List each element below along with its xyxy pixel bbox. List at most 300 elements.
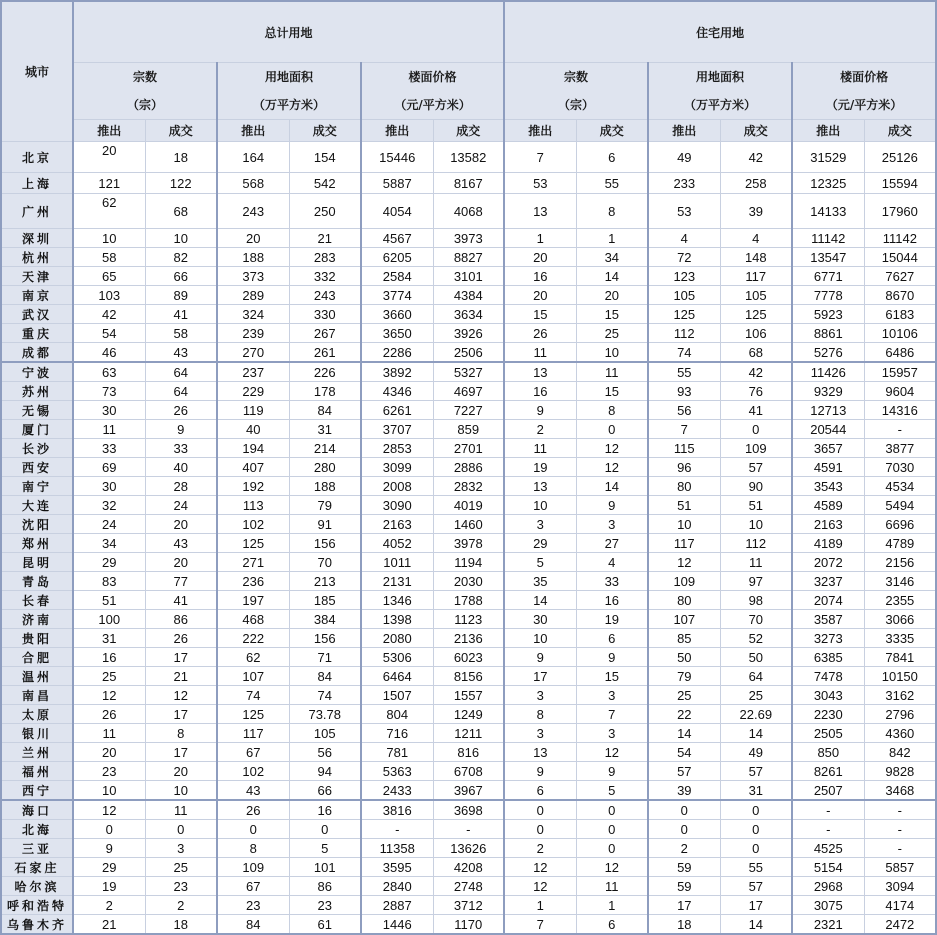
value-cell: 11 — [73, 724, 145, 743]
value-cell: 226 — [289, 362, 361, 382]
launched-column-header: 推出 — [73, 120, 145, 142]
value-cell: 23 — [145, 877, 217, 896]
value-cell: 6771 — [792, 267, 864, 286]
sold-column-header: 成交 — [864, 120, 936, 142]
table-row — [1, 877, 936, 896]
value-cell: 2 — [73, 896, 145, 915]
value-cell: 1557 — [433, 686, 504, 705]
value-cell: 0 — [648, 820, 720, 839]
value-cell: 14133 — [792, 194, 864, 229]
launched-column-header: 推出 — [504, 120, 576, 142]
city-name-cell: 合肥 — [1, 648, 73, 667]
table-row — [1, 591, 936, 610]
table-row — [1, 572, 936, 591]
value-cell: 716 — [361, 724, 433, 743]
value-cell: 3650 — [361, 324, 433, 343]
metric-header: 楼面价格 （元/平方米） — [361, 63, 504, 120]
value-cell: 70 — [720, 610, 792, 629]
value-cell: 2 — [145, 896, 217, 915]
value-cell: 41 — [720, 401, 792, 420]
value-cell: 2796 — [864, 705, 936, 724]
city-name-cell: 哈尔滨 — [1, 877, 73, 896]
value-cell: 3660 — [361, 305, 433, 324]
value-cell: 0 — [648, 800, 720, 820]
city-name-cell: 杭州 — [1, 248, 73, 267]
value-cell: 15446 — [361, 142, 433, 173]
sold-column-header: 成交 — [576, 120, 648, 142]
value-cell: 4019 — [433, 496, 504, 515]
value-cell: 3 — [576, 686, 648, 705]
value-cell: 101 — [289, 858, 361, 877]
value-cell: 3 — [504, 724, 576, 743]
value-cell: 3587 — [792, 610, 864, 629]
value-cell: 13547 — [792, 248, 864, 267]
value-cell: - — [433, 820, 504, 839]
value-cell: 4 — [576, 553, 648, 572]
value-cell: 49 — [648, 142, 720, 173]
value-cell: 76 — [720, 382, 792, 401]
table-row — [1, 648, 936, 667]
city-name-cell: 北京 — [1, 142, 73, 173]
value-cell: 1 — [504, 896, 576, 915]
value-cell: 2156 — [864, 553, 936, 572]
value-cell: 271 — [217, 553, 289, 572]
value-cell: 15957 — [864, 362, 936, 382]
table-row — [1, 896, 936, 915]
city-name-cell: 厦门 — [1, 420, 73, 439]
value-cell: 1507 — [361, 686, 433, 705]
value-cell: 2886 — [433, 458, 504, 477]
value-cell: 69 — [73, 458, 145, 477]
value-cell: 2136 — [433, 629, 504, 648]
value-cell: 3774 — [361, 286, 433, 305]
value-cell: 20 — [504, 248, 576, 267]
value-cell: 1 — [504, 229, 576, 248]
value-cell: 12 — [576, 458, 648, 477]
value-cell: 109 — [648, 572, 720, 591]
value-cell: 6 — [576, 629, 648, 648]
value-cell: 11 — [504, 439, 576, 458]
value-cell: 7030 — [864, 458, 936, 477]
value-cell: 97 — [720, 572, 792, 591]
table-row — [1, 800, 936, 820]
metric-header: 用地面积 （万平方米） — [217, 63, 361, 120]
value-cell: 8861 — [792, 324, 864, 343]
value-cell: 11 — [576, 362, 648, 382]
value-cell: 6 — [504, 781, 576, 801]
value-cell: 125 — [217, 705, 289, 724]
value-cell: 10 — [73, 229, 145, 248]
value-cell: 0 — [576, 820, 648, 839]
value-cell: 12325 — [792, 173, 864, 194]
value-cell: 46 — [73, 343, 145, 363]
table-row — [1, 686, 936, 705]
city-name-cell: 贵阳 — [1, 629, 73, 648]
value-cell: 4384 — [433, 286, 504, 305]
value-cell: 9 — [504, 648, 576, 667]
value-cell: 12 — [73, 686, 145, 705]
table-row — [1, 267, 936, 286]
value-cell: 68 — [720, 343, 792, 363]
value-cell: 26 — [73, 705, 145, 724]
value-cell: 71 — [289, 648, 361, 667]
value-cell: 3043 — [792, 686, 864, 705]
value-cell: 0 — [576, 420, 648, 439]
table-row — [1, 705, 936, 724]
value-cell: 10 — [145, 781, 217, 801]
value-cell: 20 — [145, 515, 217, 534]
sold-column-header: 成交 — [433, 120, 504, 142]
table-row — [1, 820, 936, 839]
value-cell: 84 — [289, 401, 361, 420]
city-name-cell: 三亚 — [1, 839, 73, 858]
city-name-cell: 西安 — [1, 458, 73, 477]
value-cell: 20544 — [792, 420, 864, 439]
value-cell: 41 — [145, 591, 217, 610]
value-cell: 10 — [504, 629, 576, 648]
value-cell: 102 — [217, 515, 289, 534]
value-cell: 67 — [217, 743, 289, 762]
value-cell: 7478 — [792, 667, 864, 686]
value-cell: 1 — [576, 896, 648, 915]
value-cell: 3967 — [433, 781, 504, 801]
value-cell: 11 — [576, 877, 648, 896]
value-cell: 33 — [576, 572, 648, 591]
city-name-cell: 重庆 — [1, 324, 73, 343]
city-name-cell: 太原 — [1, 705, 73, 724]
value-cell: 11 — [145, 800, 217, 820]
city-name-cell: 昆明 — [1, 553, 73, 572]
value-cell: 1249 — [433, 705, 504, 724]
value-cell: 125 — [648, 305, 720, 324]
value-cell: 14 — [576, 267, 648, 286]
value-cell: 66 — [289, 781, 361, 801]
value-cell: 1123 — [433, 610, 504, 629]
value-cell: 0 — [576, 800, 648, 820]
value-cell: 7 — [576, 705, 648, 724]
value-cell: 13626 — [433, 839, 504, 858]
table-row — [1, 496, 936, 515]
value-cell: 7 — [648, 420, 720, 439]
value-cell: 34 — [576, 248, 648, 267]
value-cell: 12 — [504, 858, 576, 877]
value-cell: 57 — [720, 762, 792, 781]
value-cell: 57 — [648, 762, 720, 781]
city-name-cell: 大连 — [1, 496, 73, 515]
value-cell: 156 — [289, 534, 361, 553]
value-cell: 4052 — [361, 534, 433, 553]
value-cell: 178 — [289, 382, 361, 401]
value-cell: 229 — [217, 382, 289, 401]
value-cell: 237 — [217, 362, 289, 382]
value-cell: 1194 — [433, 553, 504, 572]
value-cell: 14 — [720, 724, 792, 743]
value-cell: 9604 — [864, 382, 936, 401]
metric-header: 宗数 （宗） — [73, 63, 217, 120]
value-cell: 19 — [576, 610, 648, 629]
value-cell: 59 — [648, 877, 720, 896]
value-cell: 11 — [73, 420, 145, 439]
value-cell: 42 — [720, 362, 792, 382]
value-cell: 0 — [720, 839, 792, 858]
value-cell: 5276 — [792, 343, 864, 363]
table-row — [1, 286, 936, 305]
value-cell: 5887 — [361, 173, 433, 194]
value-cell: 7841 — [864, 648, 936, 667]
value-cell: 82 — [145, 248, 217, 267]
value-cell: 17 — [720, 896, 792, 915]
table-row — [1, 629, 936, 648]
value-cell: 63 — [73, 362, 145, 382]
value-cell: 10 — [504, 496, 576, 515]
value-cell: 14 — [720, 915, 792, 935]
city-name-cell: 苏州 — [1, 382, 73, 401]
value-cell: 4054 — [361, 194, 433, 229]
value-cell: 5327 — [433, 362, 504, 382]
value-cell: 107 — [217, 667, 289, 686]
value-cell: 289 — [217, 286, 289, 305]
value-cell: 18 — [648, 915, 720, 935]
launched-column-header: 推出 — [648, 120, 720, 142]
value-cell: 0 — [73, 820, 145, 839]
value-cell: 250 — [289, 194, 361, 229]
value-cell: 79 — [289, 496, 361, 515]
value-cell: 22 — [648, 705, 720, 724]
value-cell: 2 — [648, 839, 720, 858]
value-cell: 43 — [145, 343, 217, 363]
value-cell: 2008 — [361, 477, 433, 496]
value-cell: 243 — [217, 194, 289, 229]
value-cell: 57 — [720, 458, 792, 477]
value-cell: 40 — [145, 458, 217, 477]
value-cell: 6 — [576, 142, 648, 173]
table-row — [1, 858, 936, 877]
value-cell: 4591 — [792, 458, 864, 477]
value-cell: 9 — [576, 648, 648, 667]
value-cell: 148 — [720, 248, 792, 267]
value-cell: 468 — [217, 610, 289, 629]
value-cell: 34 — [73, 534, 145, 553]
value-cell: 13 — [504, 477, 576, 496]
value-cell: 6261 — [361, 401, 433, 420]
value-cell: 58 — [145, 324, 217, 343]
city-name-cell: 温州 — [1, 667, 73, 686]
value-cell: 17 — [145, 648, 217, 667]
value-cell: 7627 — [864, 267, 936, 286]
value-cell: 2355 — [864, 591, 936, 610]
value-cell: 6205 — [361, 248, 433, 267]
city-name-cell: 青岛 — [1, 572, 73, 591]
value-cell: 16 — [504, 267, 576, 286]
city-name-cell: 南宁 — [1, 477, 73, 496]
value-cell: 8 — [576, 194, 648, 229]
value-cell: 61 — [289, 915, 361, 935]
value-cell: 39 — [648, 781, 720, 801]
value-cell: 15 — [504, 305, 576, 324]
sold-column-header: 成交 — [145, 120, 217, 142]
value-cell: 2030 — [433, 572, 504, 591]
value-cell: 3926 — [433, 324, 504, 343]
city-name-cell: 宁波 — [1, 362, 73, 382]
value-cell: 7 — [504, 142, 576, 173]
value-cell: 3090 — [361, 496, 433, 515]
value-cell: 2 — [504, 839, 576, 858]
value-cell: - — [864, 420, 936, 439]
value-cell: 850 — [792, 743, 864, 762]
value-cell: 58 — [73, 248, 145, 267]
value-cell: 4589 — [792, 496, 864, 515]
value-cell: 213 — [289, 572, 361, 591]
city-name-cell: 乌鲁木齐 — [1, 915, 73, 935]
value-cell: 5923 — [792, 305, 864, 324]
value-cell: 3 — [504, 686, 576, 705]
value-cell: 3237 — [792, 572, 864, 591]
value-cell: 0 — [720, 820, 792, 839]
city-column-header: 城市 — [1, 1, 73, 142]
value-cell: 1398 — [361, 610, 433, 629]
table-row — [1, 724, 936, 743]
value-cell: 407 — [217, 458, 289, 477]
value-cell: 62 — [217, 648, 289, 667]
value-cell: 19 — [504, 458, 576, 477]
value-cell: 12 — [648, 553, 720, 572]
value-cell: 117 — [720, 267, 792, 286]
value-cell: 23 — [289, 896, 361, 915]
value-cell: 55 — [648, 362, 720, 382]
value-cell: 324 — [217, 305, 289, 324]
value-cell: 1211 — [433, 724, 504, 743]
value-cell: 7227 — [433, 401, 504, 420]
value-cell: 33 — [73, 439, 145, 458]
value-cell: 5 — [504, 553, 576, 572]
value-cell: 50 — [648, 648, 720, 667]
value-cell: 54 — [648, 743, 720, 762]
table-row — [1, 477, 936, 496]
table-row — [1, 194, 936, 229]
value-cell: 2968 — [792, 877, 864, 896]
value-cell: 51 — [648, 496, 720, 515]
city-name-cell: 石家庄 — [1, 858, 73, 877]
value-cell: 4525 — [792, 839, 864, 858]
value-cell: 373 — [217, 267, 289, 286]
value-cell: 3094 — [864, 877, 936, 896]
value-cell: 27 — [576, 534, 648, 553]
value-cell: 233 — [648, 173, 720, 194]
value-cell: 2472 — [864, 915, 936, 935]
value-cell: - — [792, 820, 864, 839]
value-cell: 3273 — [792, 629, 864, 648]
table-row — [1, 915, 936, 935]
value-cell: 11358 — [361, 839, 433, 858]
value-cell: 9 — [576, 496, 648, 515]
residential-land-group-header: 住宅用地 — [504, 1, 936, 63]
value-cell: 2584 — [361, 267, 433, 286]
table-row — [1, 173, 936, 194]
value-cell: 7 — [504, 915, 576, 935]
value-cell: 3698 — [433, 800, 504, 820]
table-row — [1, 667, 936, 686]
value-cell: 55 — [720, 858, 792, 877]
value-cell: 100 — [73, 610, 145, 629]
value-cell: 105 — [720, 286, 792, 305]
value-cell: 2507 — [792, 781, 864, 801]
value-cell: 74 — [648, 343, 720, 363]
value-cell: 72 — [648, 248, 720, 267]
value-cell: 4 — [720, 229, 792, 248]
city-name-cell: 南京 — [1, 286, 73, 305]
value-cell: 8167 — [433, 173, 504, 194]
value-cell: 15 — [576, 305, 648, 324]
table-row — [1, 839, 936, 858]
value-cell: 30 — [73, 401, 145, 420]
value-cell: 842 — [864, 743, 936, 762]
value-cell: 5 — [576, 781, 648, 801]
value-cell: 236 — [217, 572, 289, 591]
value-cell: 6023 — [433, 648, 504, 667]
value-cell: 239 — [217, 324, 289, 343]
value-cell: 7778 — [792, 286, 864, 305]
table-row — [1, 401, 936, 420]
value-cell: 1788 — [433, 591, 504, 610]
table-row — [1, 515, 936, 534]
value-cell: 56 — [289, 743, 361, 762]
value-cell: 10 — [576, 343, 648, 363]
value-cell: 14 — [504, 591, 576, 610]
value-cell: 91 — [289, 515, 361, 534]
value-cell: 53 — [648, 194, 720, 229]
value-cell: 12 — [145, 686, 217, 705]
value-cell: 109 — [720, 439, 792, 458]
value-cell: 10 — [720, 515, 792, 534]
value-cell: 3892 — [361, 362, 433, 382]
value-cell: 117 — [648, 534, 720, 553]
city-name-cell: 南昌 — [1, 686, 73, 705]
value-cell: 3978 — [433, 534, 504, 553]
table-row — [1, 305, 936, 324]
value-cell: 74 — [289, 686, 361, 705]
value-cell: 9828 — [864, 762, 936, 781]
city-name-cell: 北海 — [1, 820, 73, 839]
value-cell: 8827 — [433, 248, 504, 267]
value-cell: 3468 — [864, 781, 936, 801]
metric-header: 楼面价格 （元/平方米） — [792, 63, 936, 120]
value-cell: 15044 — [864, 248, 936, 267]
value-cell: 4346 — [361, 382, 433, 401]
value-cell: 5857 — [864, 858, 936, 877]
value-cell: 20 — [145, 553, 217, 572]
city-name-cell: 广州 — [1, 194, 73, 229]
value-cell: 16 — [576, 591, 648, 610]
value-cell: 1346 — [361, 591, 433, 610]
value-cell: 14 — [576, 477, 648, 496]
metric-header: 用地面积 （万平方米） — [648, 63, 792, 120]
table-row — [1, 610, 936, 629]
value-cell: 31 — [289, 420, 361, 439]
value-cell: 19 — [73, 877, 145, 896]
value-cell: 14316 — [864, 401, 936, 420]
value-cell: 2163 — [361, 515, 433, 534]
value-cell: 1011 — [361, 553, 433, 572]
value-cell: 56 — [648, 401, 720, 420]
value-cell: 86 — [289, 877, 361, 896]
value-cell: 1446 — [361, 915, 433, 935]
value-cell: 12 — [576, 858, 648, 877]
value-cell: 188 — [217, 248, 289, 267]
value-cell: 43 — [145, 534, 217, 553]
value-cell: 16 — [289, 800, 361, 820]
value-cell: 64 — [720, 667, 792, 686]
value-cell: 8 — [145, 724, 217, 743]
